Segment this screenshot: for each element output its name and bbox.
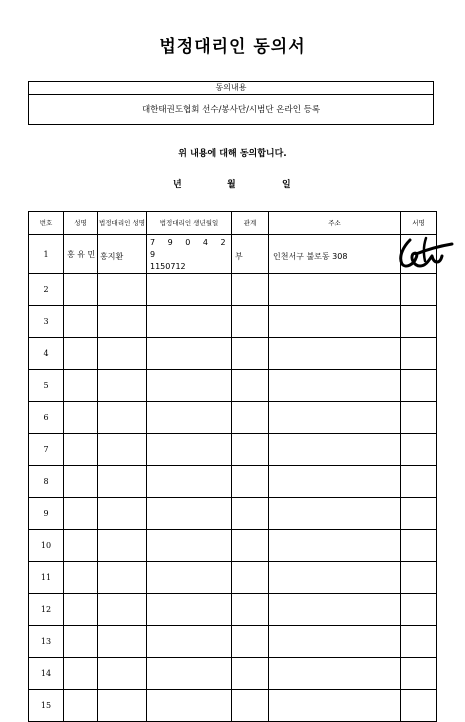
address: [269, 498, 401, 530]
rep-birthdate: [147, 235, 232, 274]
rep-name: [98, 306, 147, 338]
signature-cell: [401, 562, 437, 594]
address: 인천서구 불로동 308: [269, 235, 401, 274]
table-row: [29, 338, 437, 370]
date-month-label: 월: [227, 180, 236, 190]
handwritten-signature: [396, 234, 454, 272]
relation: [232, 338, 269, 370]
address: [269, 690, 401, 722]
relation: [232, 594, 269, 626]
document-title: 법정대리인 동의서: [159, 37, 306, 57]
relation: [232, 402, 269, 434]
signature-cell: [401, 370, 437, 402]
rep-birthdate-line2: 1150712: [150, 262, 186, 271]
table-row: [29, 626, 437, 658]
signature-cell: [401, 466, 437, 498]
row-number: 7: [29, 434, 64, 466]
row-number: 11: [29, 562, 64, 594]
rep-name: [98, 402, 147, 434]
table-header-row: [29, 212, 437, 235]
member-name: [64, 370, 98, 402]
consent-header: 동의내용: [29, 82, 433, 95]
relation: [232, 434, 269, 466]
relation: [232, 306, 269, 338]
rep-name: [98, 338, 147, 370]
relation: [232, 370, 269, 402]
table-row: [29, 690, 437, 722]
table-row: [29, 402, 437, 434]
rep-birthdate: [147, 274, 232, 306]
member-name: [64, 562, 98, 594]
rep-birthdate: [147, 338, 232, 370]
table-row: [29, 434, 437, 466]
member-name: [64, 626, 98, 658]
rep-birthdate: [147, 562, 232, 594]
rep-name: [98, 530, 147, 562]
col-header-name: 성명: [64, 212, 98, 235]
signature-cell: [401, 690, 437, 722]
row-number: 8: [29, 466, 64, 498]
table-row: [29, 235, 437, 274]
rep-birthdate: [147, 466, 232, 498]
address: [269, 434, 401, 466]
row-number: 5: [29, 370, 64, 402]
row-number: 14: [29, 658, 64, 690]
rep-birthdate: [147, 690, 232, 722]
rep-name: [98, 594, 147, 626]
row-number: 9: [29, 498, 64, 530]
rep-birthdate: [147, 498, 232, 530]
col-header-address: 주소: [269, 212, 401, 235]
address: [269, 626, 401, 658]
rep-birthdate: [147, 402, 232, 434]
rep-name: [98, 498, 147, 530]
rep-birthdate: [147, 306, 232, 338]
member-name: 홍 유 민: [64, 235, 98, 274]
row-number: 2: [29, 274, 64, 306]
table-row: [29, 498, 437, 530]
relation: [232, 530, 269, 562]
signature-cell: [401, 274, 437, 306]
consent-body: 대한태권도협회 선수/봉사단/시범단 온라인 등록: [141, 105, 321, 115]
relation: [232, 498, 269, 530]
signature-table: [28, 211, 437, 722]
relation: [232, 466, 269, 498]
relation: [232, 274, 269, 306]
member-name: [64, 274, 98, 306]
member-name: [64, 594, 98, 626]
row-number: 3: [29, 306, 64, 338]
rep-birthdate: [147, 434, 232, 466]
address: [269, 594, 401, 626]
member-name: [64, 434, 98, 466]
table-row: [29, 306, 437, 338]
col-header-signature: 서명: [401, 212, 437, 235]
rep-name: [98, 690, 147, 722]
col-header-number: 번호: [29, 212, 64, 235]
member-name: [64, 690, 98, 722]
consent-box: [28, 81, 434, 125]
signature-cell: [401, 530, 437, 562]
address: [269, 562, 401, 594]
relation: [232, 562, 269, 594]
row-number: 13: [29, 626, 64, 658]
row-number: 12: [29, 594, 64, 626]
rep-name: [98, 466, 147, 498]
address: [269, 370, 401, 402]
relation: [232, 626, 269, 658]
signature-cell: [401, 434, 437, 466]
rep-name: [98, 434, 147, 466]
address: [269, 402, 401, 434]
rep-name: 홍지환: [98, 235, 147, 274]
rep-birthdate: [147, 626, 232, 658]
signature-cell: [401, 594, 437, 626]
row-number: 1: [29, 235, 64, 274]
rep-name: [98, 626, 147, 658]
rep-birthdate: [147, 530, 232, 562]
rep-name: [98, 274, 147, 306]
table-row: [29, 370, 437, 402]
member-name: [64, 338, 98, 370]
col-header-relation: 관계: [232, 212, 269, 235]
rep-birthdate-line1: 7 9 0 4 2 9: [150, 238, 231, 259]
address: [269, 338, 401, 370]
signature-cell: [401, 402, 437, 434]
signature-cell: [401, 306, 437, 338]
col-header-rep-birth: 법정대리인 생년월일: [147, 212, 232, 235]
member-name: [64, 498, 98, 530]
signature-cell: [401, 626, 437, 658]
col-header-rep-name: 법정대리인 성명: [98, 212, 147, 235]
rep-name: [98, 562, 147, 594]
member-name: [64, 402, 98, 434]
table-row: [29, 562, 437, 594]
signature-cell: [401, 338, 437, 370]
row-number: 15: [29, 690, 64, 722]
date-day-label: 일: [282, 180, 291, 190]
signature-cell: [401, 498, 437, 530]
rep-birthdate: [147, 594, 232, 626]
address: [269, 274, 401, 306]
table-row: [29, 594, 437, 626]
table-row: [29, 466, 437, 498]
address: [269, 530, 401, 562]
row-number: 4: [29, 338, 64, 370]
row-number: 10: [29, 530, 64, 562]
rep-birthdate: [147, 370, 232, 402]
address: [269, 466, 401, 498]
agree-statement: 위 내용에 대해 동의합니다.: [178, 149, 287, 159]
date-year-label: 년: [173, 180, 182, 190]
row-number: 6: [29, 402, 64, 434]
relation: 부: [232, 235, 269, 274]
table-row: [29, 274, 437, 306]
member-name: [64, 466, 98, 498]
rep-name: [98, 370, 147, 402]
relation: [232, 690, 269, 722]
table-row: [29, 530, 437, 562]
address: [269, 306, 401, 338]
member-name: [64, 306, 98, 338]
member-name: [64, 530, 98, 562]
